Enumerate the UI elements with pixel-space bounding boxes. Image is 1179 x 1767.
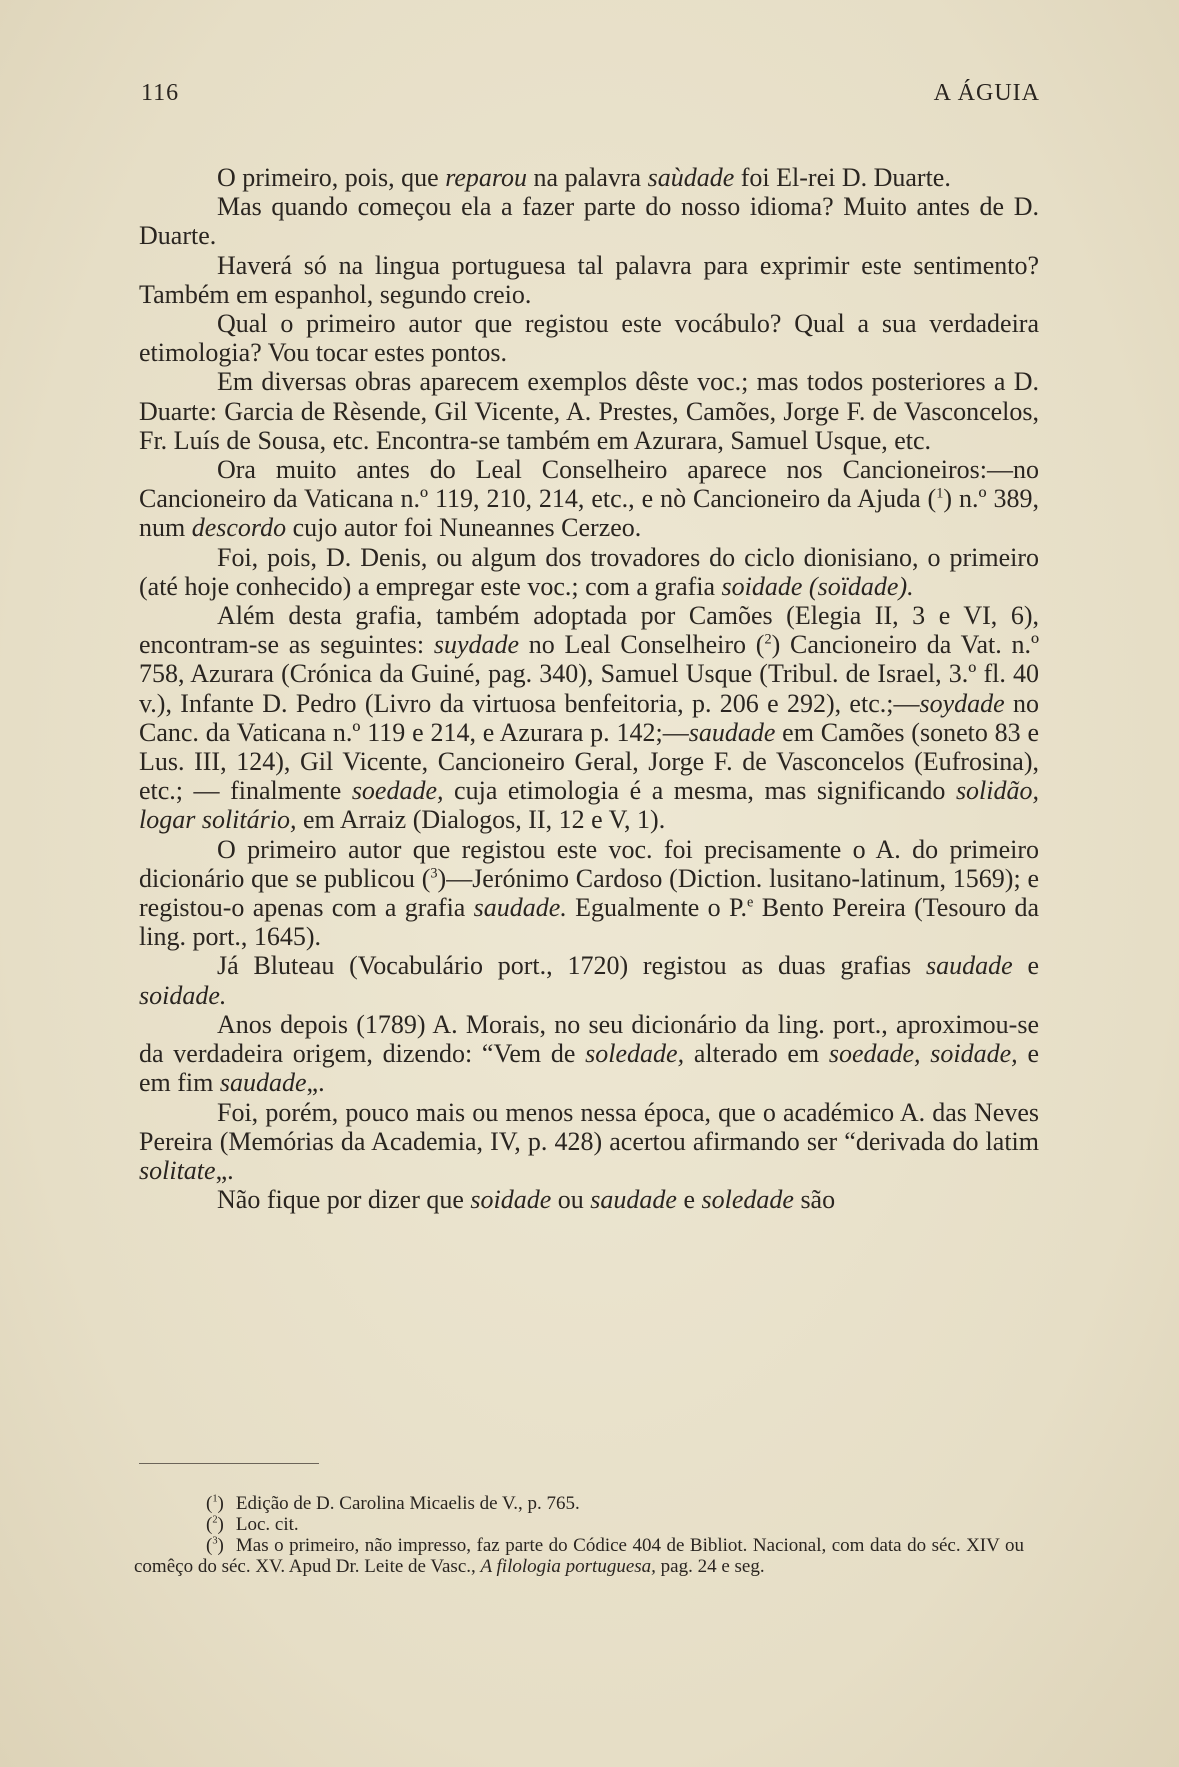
italic-term: solidão, logar solitário, bbox=[139, 776, 1040, 835]
text-run: Já Bluteau (Vocabulário port., 1720) registou as duas grafias bbox=[217, 951, 926, 981]
text-run: Bento Pereira (Tesouro da ling. port., 1645). bbox=[139, 893, 1039, 952]
text-run: na palavra bbox=[527, 163, 648, 192]
text-run: e em fim bbox=[139, 1039, 1039, 1098]
italic-term: saudade bbox=[688, 717, 776, 747]
italic-term: saudade. bbox=[473, 893, 567, 923]
text-run: em Arraiz (Dialogos, II, 12 e V, 1). bbox=[296, 805, 666, 835]
text-run: ) n.º 389, num bbox=[139, 484, 1039, 543]
paragraph bbox=[139, 1185, 1039, 1214]
text-run: Não fique por dizer que bbox=[217, 1185, 471, 1215]
main-text bbox=[139, 163, 1039, 1214]
text-run: cujo autor foi Nuneannes Cerzeo. bbox=[286, 513, 642, 543]
footnote-number-digit: 3 bbox=[212, 1535, 218, 1547]
text-run: Em diversas obras aparecem exemplos dêste voc.; mas todos posteriores a D. Duarte: Garcia de Rèsende, Gil Vicente, A. Prestes, Camões, Jorge F. de Vasconcelos, Fr. Luís de Sousa, etc. Encontra-se também em Azurara, Samuel Usque, etc. bbox=[139, 367, 1039, 455]
italic-term: saudade bbox=[590, 1185, 677, 1215]
footnotes bbox=[134, 1493, 1024, 1577]
paragraph bbox=[139, 309, 1039, 367]
footnote bbox=[134, 1493, 1024, 1514]
page-number: 116 bbox=[141, 80, 180, 106]
paragraph bbox=[139, 835, 1039, 952]
text-run: no Canc. da Vaticana n.º 119 e 214, e Azurara p. 142;— bbox=[139, 688, 1039, 747]
text-run: Haverá só na lingua portuguesa tal palavra para exprimir este sentimento? Também em espanhol, segundo creio. bbox=[139, 250, 1039, 309]
text-run: alterado em bbox=[684, 1039, 829, 1069]
footnote-ref: 2 bbox=[764, 631, 772, 648]
text-run: pag. 24 e seg. bbox=[655, 1556, 765, 1577]
footnote-number: ($^3$) bbox=[206, 1535, 224, 1556]
paragraph bbox=[139, 1098, 1039, 1186]
running-title: A ÁGUIA bbox=[933, 80, 1040, 106]
paragraph bbox=[139, 455, 1039, 543]
italic-term: soledade bbox=[701, 1185, 794, 1215]
text-run: Edição de D. Carolina Micaelis de V., p. 765. bbox=[235, 1493, 580, 1514]
text-run: são bbox=[793, 1185, 836, 1215]
italic-term: A filologia portuguesa, bbox=[480, 1556, 656, 1577]
text-run: O primeiro, pois, que bbox=[217, 163, 446, 192]
text-run: ) Cancioneiro da Vat. n.º 758, Azurara (Crónica da Guiné, pag. 340), Samuel Usque (Tribul. de Israel, 3.º fl. 40 v.), Infante D. Pedro (Livro da virtuosa benfeitoria, p. 206 e 292), etc.;— bbox=[139, 630, 1040, 718]
text-run: Anos depois (1789) A. Morais, no seu dicionário da ling. port., aproximou-se da verdadeira origem, dizendo: “Vem de bbox=[139, 1009, 1039, 1069]
text-run: „. bbox=[306, 1068, 325, 1098]
italic-term: soledade, bbox=[585, 1039, 685, 1069]
text-run: no Leal Conselheiro ( bbox=[519, 630, 765, 660]
italic-term: soidade. bbox=[139, 980, 227, 1010]
paragraph bbox=[139, 163, 1039, 192]
italic-term: soidade bbox=[470, 1185, 552, 1215]
text-run: Mas quando começou ela a fazer parte do nosso idioma? Muito antes de D. Duarte. bbox=[139, 192, 1039, 251]
italic-term: reparou bbox=[445, 163, 528, 192]
footnote bbox=[134, 1535, 1024, 1577]
text-run: Loc. cit. bbox=[235, 1514, 299, 1535]
paragraph bbox=[139, 1010, 1039, 1098]
paragraph bbox=[139, 601, 1039, 835]
text-run: e bbox=[676, 1185, 702, 1215]
text-run: Foi, pois, D. Denis, ou algum dos trovadores do ciclo dionisiano, o primeiro (até hoje conhecido) a empregar este voc.; com a grafia bbox=[139, 542, 1039, 601]
text-run: O primeiro autor que registou este voc. foi precisamente o A. do primeiro dicionário que se publicou ( bbox=[139, 834, 1039, 893]
italic-term: soedade, bbox=[351, 776, 444, 806]
footnote-ref: e bbox=[747, 894, 754, 911]
text-run: Ora muito antes do Leal Conselheiro aparece nos Cancioneiros:—no Cancioneiro da Vaticana n.º 119, 210, 214, etc., e nò Cancioneiro da Ajuda ( bbox=[139, 455, 1039, 514]
paragraph bbox=[139, 543, 1039, 601]
italic-term: saudade bbox=[925, 951, 1013, 981]
text-run: „. bbox=[215, 1155, 234, 1185]
paragraph bbox=[139, 192, 1039, 250]
paragraph bbox=[139, 367, 1039, 455]
text-run: Mas o primeiro, não impresso, faz parte do Códice 404 de Bibliot. Nacional, com data do séc. XIV ou comêço do séc. XV. Apud Dr. Leite de Vasc., bbox=[134, 1535, 1024, 1577]
text-run: e bbox=[1012, 951, 1039, 981]
text-run: cuja etimologia é a mesma, mas significando bbox=[443, 776, 956, 806]
text-run: )—Jerónimo Cardoso (Diction. lusitano-latinum, 1569); e registou-o apenas com a grafia bbox=[139, 863, 1039, 923]
footnote-number-digit: 2 bbox=[212, 1514, 218, 1526]
footnote-number-digit: 1 bbox=[212, 1493, 218, 1505]
italic-term: solitate bbox=[139, 1155, 216, 1185]
italic-term: soidade (soïdade). bbox=[721, 571, 914, 601]
text-run: foi El-rei D. Duarte. bbox=[734, 163, 951, 192]
footnote-number: ($^2$) bbox=[206, 1514, 224, 1535]
page-header bbox=[141, 80, 1040, 107]
footnote-ref: 1 bbox=[936, 485, 944, 502]
italic-term: descordo bbox=[191, 513, 287, 543]
footnote-ref: 3 bbox=[430, 865, 438, 882]
text-run: ou bbox=[551, 1185, 591, 1215]
footnote-divider bbox=[139, 1463, 319, 1464]
italic-term: suydade bbox=[433, 630, 520, 660]
paragraph bbox=[139, 251, 1039, 309]
italic-term: soydade bbox=[919, 688, 1005, 718]
text-run: Qual o primeiro autor que registou este vocábulo? Qual a sua verdadeira etimologia? Vou tocar estes pontos. bbox=[139, 309, 1039, 368]
text-run: Egualmente o P. bbox=[566, 893, 748, 923]
italic-term: saudade bbox=[219, 1068, 307, 1098]
italic-term: soedade, soidade, bbox=[828, 1039, 1018, 1069]
footnote-number: ($^1$) bbox=[206, 1493, 224, 1514]
italic-term: saùdade bbox=[647, 163, 735, 192]
text-run: em Camões (soneto 83 e Lus. III, 124), Gil Vicente, Cancioneiro Geral, Jorge F. de Vasconcelos (Eufrosina), etc.; — finalmente bbox=[139, 717, 1039, 806]
text-run: Foi, porém, pouco mais ou menos nessa época, que o académico A. das Neves Pereira (Memórias da Academia, IV, p. 428) acertou afirmando ser “derivada do latim bbox=[139, 1097, 1039, 1156]
footnote bbox=[134, 1514, 1024, 1535]
paragraph bbox=[139, 951, 1039, 1009]
text-run: Além desta grafia, também adoptada por Camões (Elegia II, 3 e VI, 6), encontram-se as seguintes: bbox=[139, 601, 1039, 660]
